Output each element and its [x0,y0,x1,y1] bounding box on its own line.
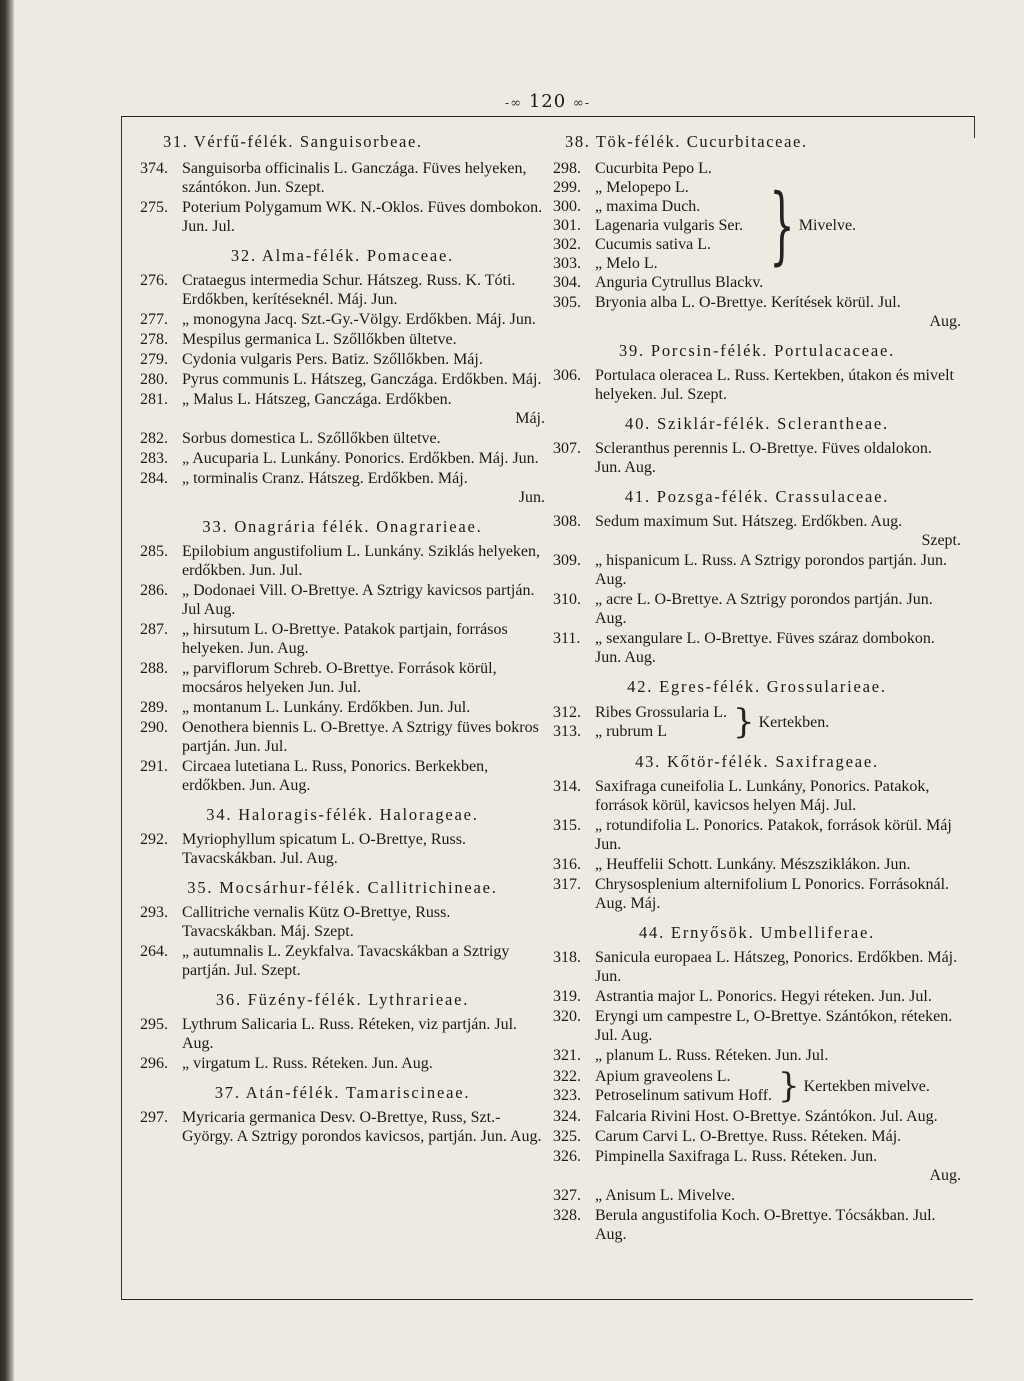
left-column [140,130,545,1147]
list-item: 292. Myriophyllum spicatum L. O-Brettye, Russ. Tavacskákban. Jul. Aug. [140,831,466,867]
book-binding-edge [0,0,14,1381]
ornament-left: -∞ [504,96,523,111]
list-item: 328. Berula angustifolia Koch. O-Brettye. Tócsákban. Jul. Aug. [553,1207,936,1243]
list-item: 296. „ virgatum L. Russ. Réteken. Jun. Aug. [140,1055,433,1072]
list-item: 303. „ Melo L. [553,255,658,272]
list-item: 304. Anguria Cytrullus Blackv. [553,274,764,291]
list-item: 264. „ autumnalis L. Zeykfalva. Tavacskákban a Sztrigy partján. Jul. Szept. [140,943,510,979]
section-heading: 41. Pozsga-félék. Crassulaceae. [624,487,890,506]
list-item: 290. Oenothera biennis L. O-Brettye. A Sztrigy füves bokros partján. Jun. Jul. [140,719,539,755]
top-rule [122,116,975,117]
section-heading: 43. Kőtör-félék. Saxifrageae. [635,752,879,771]
section-heading: 44. Ernyősök. Umbelliferae. [638,923,875,942]
grouped-entries [553,159,961,292]
list-item: 295. Lythrum Salicaria L. Russ. Réteken, viz partján. Jul. Aug. [140,1016,518,1052]
list-item: 279. Cydonia vulgaris Pers. Batiz. Szőllőkben. Máj. [140,351,483,368]
page-number-value: 120 [528,91,567,112]
list-item: 315. „ rotundifolia L. Ponorics. Patakok, források körül. Máj Jun. [553,817,952,853]
list-item: 318. Sanicula europaea L. Hátszeg, Ponorics. Erdőkben. Máj. Jun. [553,949,958,985]
list-item: 305. Bryonia alba L. O-Brettye. Kerítések körül. Jul. Aug. [553,294,961,330]
list-item: 275. Poterium Polygamum WK. N.-Oklos. Füves dombokon. Jun. Jul. [140,199,543,235]
list-item: 320. Eryngi um campestre L, O-Brettye. Szántókon, réteken. Jul. Aug. [553,1008,953,1044]
page-number [120,92,975,114]
list-item: 277. „ monogyna Jacq. Szt.-Gy.-Völgy. Erdőkben. Máj. Jun. [140,311,536,328]
list-item: 309. „ hispanicum L. Russ. A Sztrigy porondos partján. Jun. Aug. [553,552,947,588]
group-label: Mivelve. [798,217,857,234]
group-label: Kertekben. [758,713,830,731]
list-item: 314. Saxifraga cuneifolia L. Lunkány, Ponorics. Patakok, források körül, kavicsos helyen Máj. Jul. [553,778,930,814]
list-item: 317. Chrysosplenium alternifolium L Ponorics. Forrásoknál. Aug. Máj. [553,876,950,912]
section-heading: 34. Haloragis-félék. Halorageae. [206,805,479,824]
list-item: 284. „ torminalis Cranz. Hátszeg. Erdőkben. Máj. Jun. [140,470,545,506]
list-item: 319. Astrantia major L. Ponorics. Hegyi réteken. Jun. Jul. [553,988,932,1005]
list-item: 324. Falcaria Rivini Host. O-Brettye. Szántókon. Jul. Aug. [553,1108,938,1125]
group-label: Kertekben mivelve. [803,1077,930,1095]
list-item: 312. Ribes Grossularia L. [553,704,727,721]
list-item: 311. „ sexangulare L. O-Brettye. Füves száraz dombokon. Jun. Aug. [553,630,935,666]
list-item: 287. „ hirsutum L. O-Brettye. Patakok partjain, forrásos helyeken. Jun. Aug. [140,621,508,657]
section-heading: 39. Porcsin-félék. Portulacaceae. [618,341,896,360]
list-item: 316. „ Heuffelii Schott. Lunkány. Mészsziklákon. Jun. [553,856,911,873]
section-heading: 32. Alma-félék. Pomaceae. [230,246,455,265]
list-item: 288. „ parviflorum Schreb. O-Brettye. Források körül, mocsáros helyeken Jun. Jul. [140,660,497,696]
list-item: 321. „ planum L. Russ. Réteken. Jun. Jul. [553,1047,829,1064]
list-item: 326. Pimpinella Saxifraga L. Russ. Réteken. Jun. Aug. [553,1148,961,1184]
list-item: 278. Mespilus germanica L. Szőllőkben ültetve. [140,331,457,348]
book-page [120,91,975,1300]
list-item: 280. Pyrus communis L. Hátszeg, Ganczága. Erdőkben. Máj. [140,371,542,388]
section-heading: 42. Egres-félék. Grossularieae. [627,677,887,696]
list-item: 276. Crataegus intermedia Schur. Hátszeg. Russ. K. Tóti. Erdőkben, kerítéseknél. Máj. Jun. [140,272,516,308]
list-item: 299. „ Melopepo L. [553,179,689,196]
list-item: 313. „ rubrum L [553,723,667,740]
list-item: 286. „ Dodonaei Vill. O-Brettye. A Sztrigy kavicsos partján. Jul Aug. [140,582,535,618]
list-item: 298. Cucurbita Pepo L. [553,160,712,177]
list-item: 281. „ Malus L. Hátszeg, Ganczága. Erdőkben. Máj. [140,391,545,427]
section-heading: 33. Onagrária félék. Onagrarieae. [202,517,483,536]
right-rule [974,116,975,138]
list-item: 302. Cucumis sativa L. [553,236,711,253]
list-item: 300. „ maxima Duch. [553,198,701,215]
brace-icon: } [732,702,755,742]
bottom-rule [122,1299,973,1300]
list-item: 297. Myricaria germanica Desv. O-Brettye, Russ, Szt.-György. A Sztrigy porondos kavicsos, partján. Jun. Aug. [140,1109,542,1145]
list-item: 282. Sorbus domestica L. Szőllőkben ültetve. [140,430,441,447]
list-item: 322. Apium graveolens L. [553,1068,731,1085]
list-item: 325. Carum Carvi L. O-Brettye. Russ. Réteken. Máj. [553,1128,902,1145]
ornament-right: ∞- [572,96,591,111]
list-item: 301. Lagenaria vulgaris Ser. [553,217,743,234]
brace-icon: } [778,1066,800,1106]
list-item: 308. Sedum maximum Sut. Hátszeg. Erdőkben. Aug. Szept. [553,513,961,549]
grouped-entries [553,1066,961,1106]
list-item: 293. Callitriche vernalis Kütz O-Brettye, Russ. Tavacskákban. Máj. Szept. [140,904,451,940]
list-item: 310. „ acre L. O-Brettye. A Sztrigy porondos partján. Jun. Aug. [553,591,933,627]
list-item: 374. Sanguisorba officinalis L. Ganczága. Füves helyeken, szántókon. Jun. Szept. [140,160,527,196]
left-rule [121,116,122,1300]
grouped-entries [553,702,961,742]
list-item: 306. Portulaca oleracea L. Russ. Kertekben, útakon és mivelt helyeken. Jul. Szept. [553,367,954,403]
list-item: 307. Scleranthus perennis L. O-Brettye. Füves oldalokon. Jun. Aug. [553,440,932,476]
list-item: 327. „ Anisum L. Mivelve. [553,1187,735,1204]
list-item: 283. „ Aucuparia L. Lunkány. Ponorics. Erdőkben. Máj. Jun. [140,450,539,467]
section-heading: 36. Füzény-félék. Lythrarieae. [215,990,470,1009]
list-item: 289. „ montanum L. Lunkány. Erdőkben. Jun. Jul. [140,699,471,716]
section-heading: 31. Vérfű-félék. Sanguisorbeae. [163,132,423,151]
section-heading: 35. Mocsárhur-félék. Callitrichineae. [187,878,498,897]
right-column [553,130,961,1245]
section-heading: 38. Tök-félék. Cucurbitaceae. [565,132,808,151]
section-heading: 37. Atán-félék. Tamariscineae. [214,1083,471,1102]
list-item: 285. Epilobium angustifolium L. Lunkány. Sziklás helyeken, erdőkben. Jun. Jul. [140,543,541,579]
list-item: 323. Petroselinum sativum Hoff. [553,1087,773,1104]
list-item: 291. Circaea lutetiana L. Russ, Ponorics. Berkekben, erdőkben. Jun. Aug. [140,758,489,794]
section-heading: 40. Sziklár-félék. Scleranthеae. [625,414,889,433]
brace-icon: } [769,177,795,274]
